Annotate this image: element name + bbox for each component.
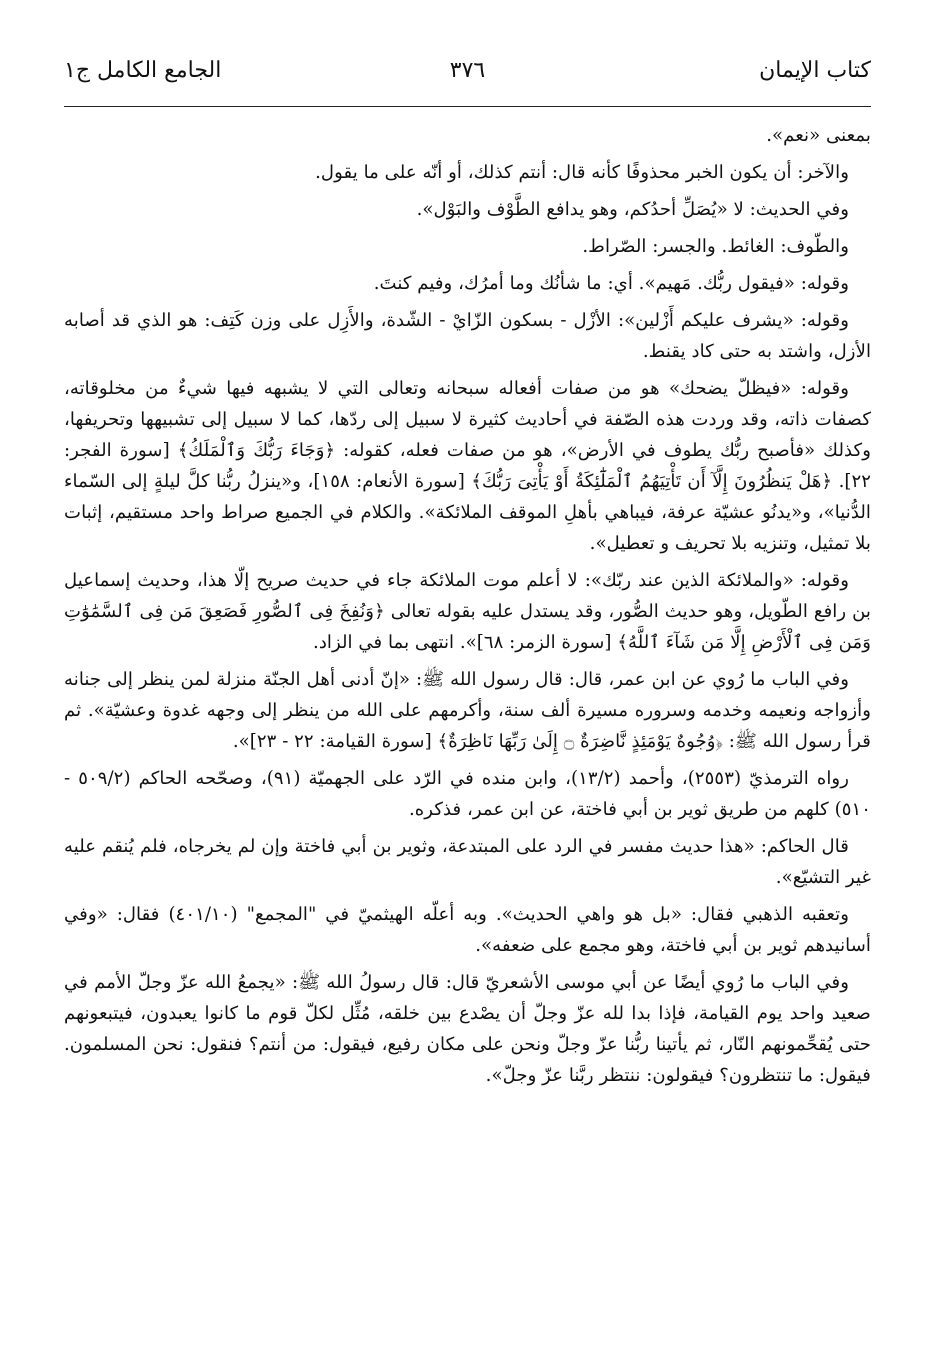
- paragraph: وقوله: «يشرف عليكم أَزْلين»: الأزْل - بسكون الزّايْ - الشّدة، والأَزِل على وزن كَتِف: هو الذي قد أصابه الأزل، واشتد به حتى كاد يقنط.: [64, 310, 871, 362]
- main-text: [64, 120, 871, 1097]
- paragraph: والطّوف: الغائط. والجسر: الصّراط.: [582, 236, 849, 257]
- paragraph: وفي الباب ما رُوي عن ابن عمر، قال: قال رسول الله ﷺ: «إنّ أدنى أهل الجنّة منزلة لمن ينظر إلى جنانه وأزواجه ونعيمه وخدمه وسروره مسيرة ألف سنة، وأكرمهم على الله من ينظر إلى وجهه غدوة وعشيّة». ثم قرأ رسول الله ﷺ: ﴿وُجُوهٌ يَوْمَئِذٍ نَّاضِرَةٌ ۝ إِلَىٰ رَبِّهَا نَاظِرَةٌ﴾ [سورة القيامة: ٢٢ - ٢٣]».: [64, 669, 871, 752]
- paragraph: والآخر: أن يكون الخبر محذوفًا كأنه قال: أنتم كذلك، أو أنّه على ما يقول.: [315, 162, 849, 183]
- paragraph: وقوله: «فيظلّ يضحك» هو من صفات أفعاله سبحانه وتعالى التي لا يشبهه فيها شيءٌ من مخلوقاته، كصفات ذاته، وقد وردت هذه الصّفة في أحاديث كثيرة لا سبيل إلى ردّها، كما لا سبيل إلى تشبيهها وتحريفها، وكذلك «فأصبح ربُّك يطوف في الأرض»، هو من صفات فعله، كقوله: ﴿وَجَاءَ رَبُّكَ وَٱلْمَلَكُ﴾ [سورة الفجر: ٢٢]. ﴿هَلْ يَنظُرُونَ إِلَّآ أَن تَأْتِيَهُمُ ٱلْمَلَٰٓئِكَةُ أَوْ يَأْتِىَ رَبُّكَ﴾ [سورة الأنعام: ١٥٨]، و«ينزلُ ربُّنا كلَّ ليلةٍ إلى السّماء الدُّنيا»، و«يدنُو عشيّة عرفة، فيباهي بأهلِ الموقف الملائكة». والكلام في الجميع صراط واحد مستقيم، إثبات بلا تمثيل، وتنزيه بلا تحريف و تعطيل».: [64, 378, 871, 554]
- paragraph: رواه الترمذيّ (٢٥٥٣)، وأحمد (١٣/٢)، وابن منده في الرّد على الجهميّة (٩١)، وصحّحه الحاكم (٥٠٩/٢ - ٥١٠) كلهم من طريق ثوير بن أبي فاختة، عن ابن عمر، فذكره.: [64, 768, 871, 820]
- page-number: ٣٧٦: [449, 58, 486, 83]
- volume-title: الجامع الكامل ج١: [64, 58, 222, 83]
- paragraph: وتعقبه الذهبي فقال: «بل هو واهي الحديث». وبه أعلّه الهيثميّ في "المجمع" (٤٠١/١٠) فقال: «وفي أسانيدهم ثوير بن أبي فاختة، وهو مجمع على ضعفه».: [64, 904, 871, 956]
- paragraph: وقوله: «والملائكة الذين عند ربّك»: لا أعلم موت الملائكة جاء في حديث صريح إلّا هذا، وحديث إسماعيل بن رافع الطّويل، وهو حديث الصُّور، وقد يستدل عليه بقوله تعالى ﴿وَنُفِخَ فِى ٱلصُّورِ فَصَعِقَ مَن فِى ٱلسَّمَٰوَٰتِ وَمَن فِى ٱلْأَرْضِ إِلَّا مَن شَآءَ ٱللَّهُ﴾ [سورة الزمر: ٦٨]». انتهى بما في الزاد.: [64, 570, 871, 653]
- paragraph: قال الحاكم: «هذا حديث مفسر في الرد على المبتدعة، وثوير بن أبي فاختة وإن لم يخرجاه، فلم يُنقم عليه غير التشيّع».: [64, 836, 871, 888]
- book-title: كتاب الإيمان: [759, 58, 871, 83]
- paragraph: وفي الباب ما رُوي أيضًا عن أبي موسى الأشعريّ قال: قال رسولُ الله ﷺ: «يجمعُ الله عزّ وجلّ الأمم في صعيد واحد يوم القيامة، فإذا بدا لله عزّ وجلّ أن يصْدع بين خلقه، مُثِّل لكلّ قوم ما كانوا يعبدون، فيتبعونهم حتى يُقحِّمونهم النّار، ثم يأتينا ربُّنا عزّ وجلّ ونحن على مكان رفيع، فيقول: من أنتم؟ فنقول: نحن المسلمون. فيقول: ما تنتظرون؟ فيقولون: ننتظر ربَّنا عزّ وجلّ».: [64, 972, 871, 1086]
- paragraph: وفي الحديث: لا «يُصَلِّ أحدُكم، وهو يدافع الطَّوْف والبَوْل».: [416, 199, 849, 220]
- paragraph: بمعنى «نعم».: [766, 125, 871, 146]
- page-header: [64, 50, 871, 107]
- paragraph: وقوله: «فيقول ربُّك. مَهيم». أي: ما شأنُك وما أمرُك، وفيم كنتَ.: [373, 273, 849, 294]
